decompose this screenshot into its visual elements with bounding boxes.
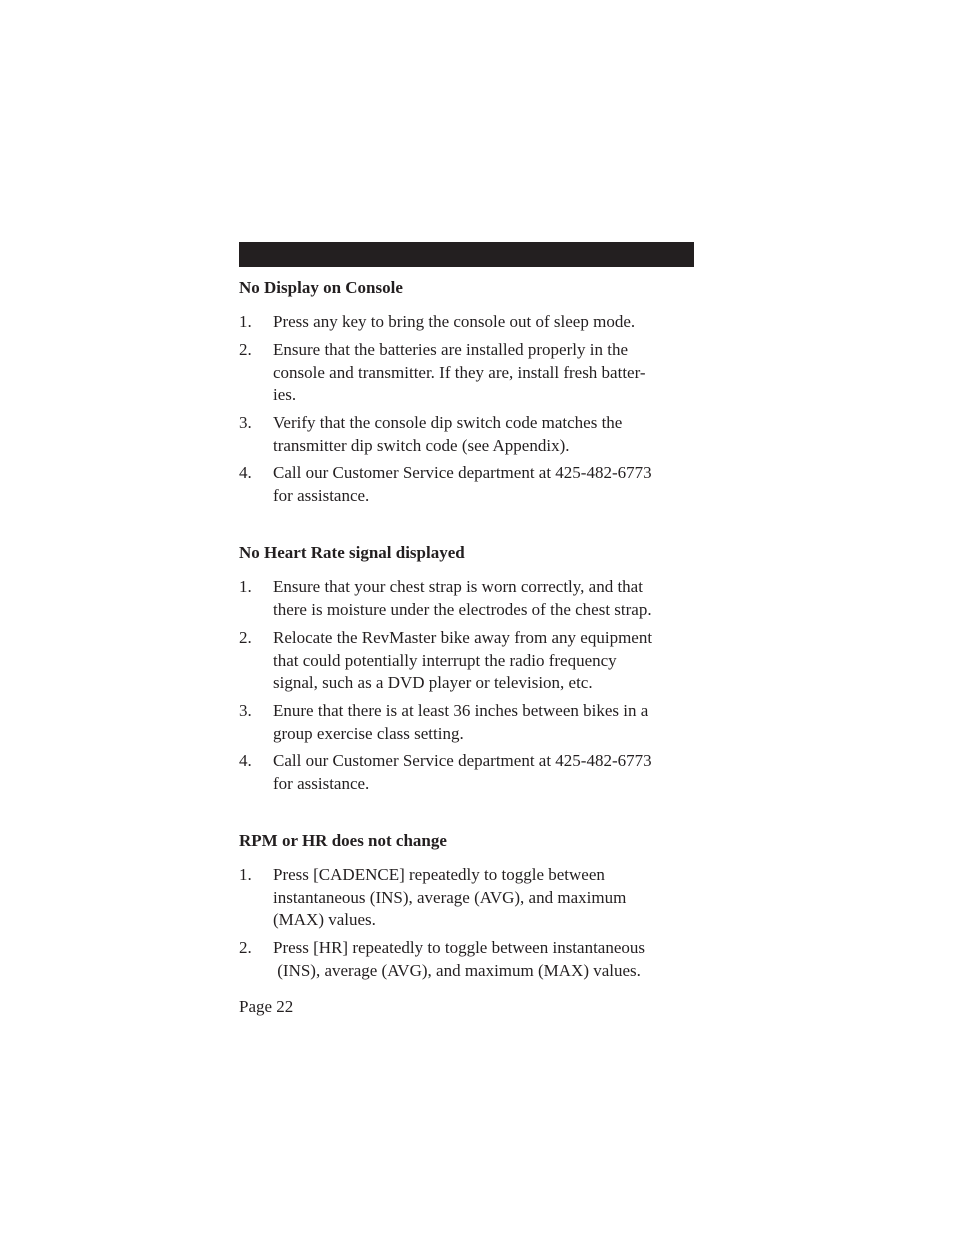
- list-item-number: 4.: [239, 463, 252, 482]
- list-item-text: Press [HR] repeatedly to toggle between instantaneous (INS), average (AVG), and maximum (MAX) values.: [273, 938, 646, 980]
- list-item-text: Press [CADENCE] repeatedly to toggle between instantaneous (INS), average (AVG), and maximum (MAX) values.: [273, 865, 627, 929]
- list-item-number: 4.: [239, 751, 252, 770]
- list-item-text: Ensure that your chest strap is worn correctly, and that there is moisture under the electrodes of the chest strap.: [273, 577, 652, 619]
- list-item-number: 1.: [239, 865, 252, 884]
- list-item-text: Press any key to bring the console out of sleep mode.: [273, 312, 636, 331]
- list-item-number: 2.: [239, 628, 252, 647]
- list-item-text: Call our Customer Service department at 425-482-6773 for assistance.: [273, 463, 652, 505]
- list-item-text: Call our Customer Service department at 425-482-6773 for assistance.: [273, 751, 652, 793]
- section-heading-no-heart-rate: No Heart Rate signal displayed: [239, 543, 465, 562]
- section-heading-rpm-hr: RPM or HR does not change: [239, 831, 447, 850]
- list-item-text: Ensure that the batteries are installed properly in the console and transmitter. If they are, install fresh batter- ies.: [273, 340, 646, 404]
- section-header-bar: [239, 242, 694, 267]
- list-item-number: 1.: [239, 312, 252, 331]
- page-number: Page 22: [239, 997, 294, 1016]
- list-item-text: Relocate the RevMaster bike away from any equipment that could potentially interrupt the radio frequency signal, such as a DVD player or television, etc.: [273, 628, 653, 692]
- list-item-number: 3.: [239, 413, 252, 432]
- list-item-text: Verify that the console dip switch code matches the transmitter dip switch code (see Appendix).: [273, 413, 623, 455]
- list-item-number: 1.: [239, 577, 252, 596]
- list-item-text: Enure that there is at least 36 inches between bikes in a group exercise class setting.: [273, 701, 649, 743]
- list-item-number: 2.: [239, 340, 252, 359]
- list-item-number: 3.: [239, 701, 252, 720]
- list-item-number: 2.: [239, 938, 252, 957]
- section-heading-no-display: No Display on Console: [239, 278, 403, 297]
